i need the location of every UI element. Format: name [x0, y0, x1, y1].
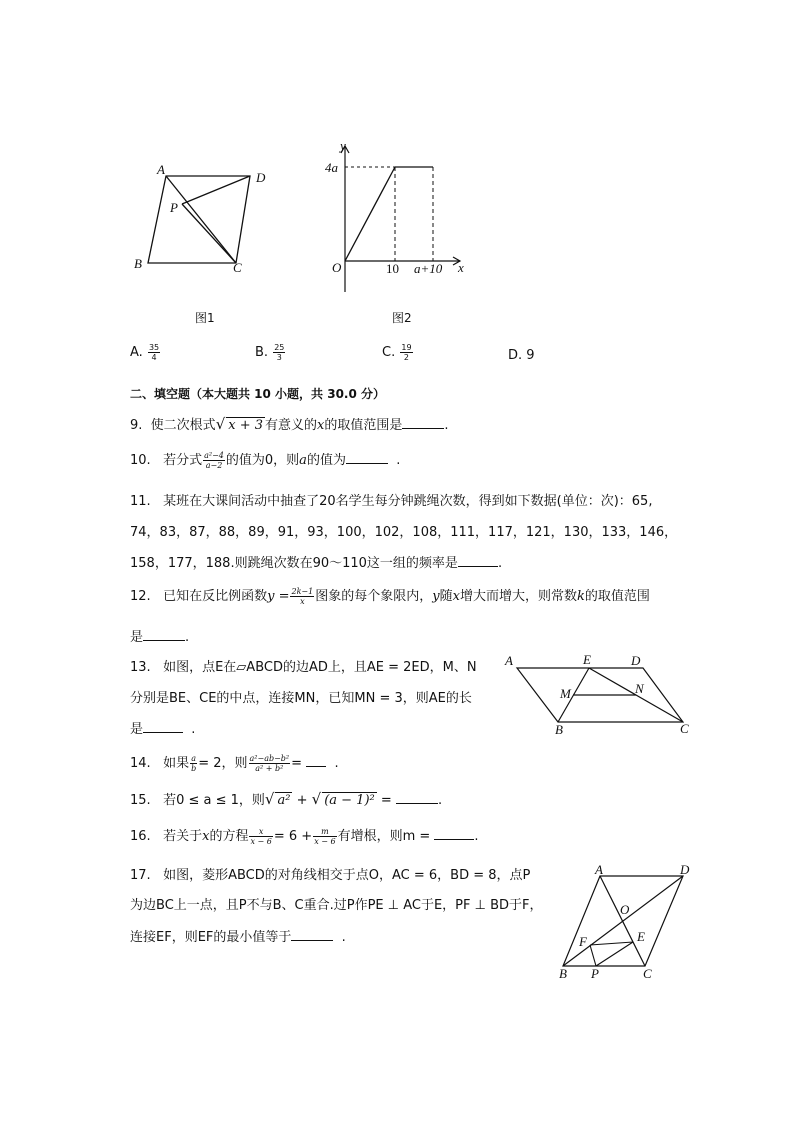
option-c: [382, 343, 414, 362]
fig13-label-e: E: [583, 652, 591, 667]
question-13-line-3: 是 .: [130, 722, 196, 737]
fig13-label-n: N: [635, 681, 644, 696]
fig2-label-origin: O: [332, 260, 342, 275]
fig17-label-a: A: [595, 862, 603, 877]
option-b: [255, 343, 286, 362]
fig13-label-d: D: [631, 653, 641, 668]
figure-13: [500, 650, 700, 740]
option-letter: B.: [255, 345, 269, 360]
fig17-label-o: O: [620, 902, 630, 917]
question-12-line-2: 是 .: [130, 630, 190, 645]
fig13-label-a: A: [505, 653, 513, 668]
fig1-label-a: A: [157, 162, 165, 177]
answer-blank[interactable]: [396, 792, 438, 804]
fig17-label-e: E: [637, 929, 645, 944]
fig1-label-p: P: [170, 200, 178, 215]
fig13-label-m: M: [560, 686, 571, 701]
question-9: 9. 使二次根式√ x + 3 有意义的x的取值范围是 .: [130, 415, 449, 433]
question-10: 10. 若分式 $\frac{\text{a²−4}}{a-2}$ 的值为0，则a的值为 .: [130, 451, 401, 470]
option-letter: A.: [130, 345, 143, 360]
question-11-line-3: 158，177，188.则跳绳次数在90～110这一组的频率是 .: [130, 556, 503, 571]
answer-blank[interactable]: [434, 828, 474, 840]
option-letter: C.: [382, 345, 396, 360]
question-11-line-1: 11. 某班在大课间活动中抽查了20名学生每分钟跳绳次数，得到如下数据(单位：次)：65,: [130, 494, 653, 509]
question-15: 15. 若0 ≤ a ≤ 1，则√ a² + √ (a − 1)² = .: [130, 790, 443, 808]
answer-blank[interactable]: [143, 721, 183, 733]
question-13-line-1: 13. 如图，点E在▱ABCD的边AD上，且AE = 2ED，M、N: [130, 660, 477, 675]
section-title: 二、填空题（本大题共 10 小题，共 30.0 分）: [130, 387, 386, 401]
question-11-line-2: 74，83，87，88，89，91，93，100，102，108，111，117，121，130，133，146，: [130, 525, 678, 540]
option-fraction: $\frac{35}{4}$: [148, 343, 160, 362]
question-12-line-1: 12. 已知在反比例函数y = $\frac{2k-1}{x}$ 图象的每个象限内，y随x增大而增大，则常数k的取值范围: [130, 587, 650, 606]
fig2-label-4a: 4a: [325, 160, 338, 175]
option-value: 9: [526, 348, 535, 363]
figure-2: [320, 140, 480, 300]
answer-blank[interactable]: [291, 929, 333, 941]
fig13-label-c: C: [680, 721, 689, 736]
question-17-line-3: 连接EF，则EF的最小值等于 .: [130, 930, 346, 945]
fig1-label-c: C: [233, 260, 242, 275]
fig17-label-b: B: [559, 966, 567, 981]
option-a: [130, 343, 161, 362]
answer-blank[interactable]: [346, 452, 388, 464]
answer-blank[interactable]: [306, 755, 326, 767]
fig17-label-c: C: [643, 966, 652, 981]
answer-blank[interactable]: [458, 555, 498, 567]
option-d: [508, 348, 535, 363]
fig17-label-p: P: [591, 966, 599, 981]
fig2-label-x: x: [458, 260, 464, 275]
fig17-label-f: F: [579, 934, 587, 949]
option-letter: D.: [508, 348, 523, 363]
question-17-line-1: 17. 如图，菱形ABCD的对角线相交于点O，AC = 6，BD = 8，点P: [130, 868, 531, 883]
option-fraction: $\frac{19}{2}$: [401, 343, 412, 362]
question-14: 14. 如果 $\frac{a}{b}$ = 2，则 $\frac{\text{a²−ab−b²}}{\text{a² + b²}}$ = .: [130, 754, 339, 773]
fig1-label-b: B: [134, 256, 142, 271]
fig1-label-d: D: [256, 170, 266, 185]
fig17-label-d: D: [680, 862, 690, 877]
fig2-label-a10: a+10: [414, 261, 443, 276]
option-fraction: $\frac{25}{3}$: [274, 343, 285, 362]
figure-17: [550, 862, 700, 982]
fig2-caption: 图2: [392, 311, 412, 325]
fig2-label-y: y: [340, 138, 346, 153]
fig2-label-10: 10: [386, 261, 399, 276]
question-16: 16. 若关于x的方程 $\frac{x}{x - 6}$ = 6 + $\frac{m}{x - 6}$ 有增根，则m = .: [130, 827, 479, 846]
question-17-line-2: 为边BC上一点，且P不与B、C重合.过P作PE ⊥ AC于E，PF ⊥ BD于F，: [130, 898, 543, 913]
fig1-caption: 图1: [195, 311, 215, 325]
question-13-line-2: 分别是BE、CE的中点，连接MN，已知MN = 3，则AE的长: [130, 691, 472, 706]
fig13-label-b: B: [555, 722, 563, 737]
answer-blank[interactable]: [143, 629, 185, 641]
answer-blank[interactable]: [402, 417, 444, 429]
